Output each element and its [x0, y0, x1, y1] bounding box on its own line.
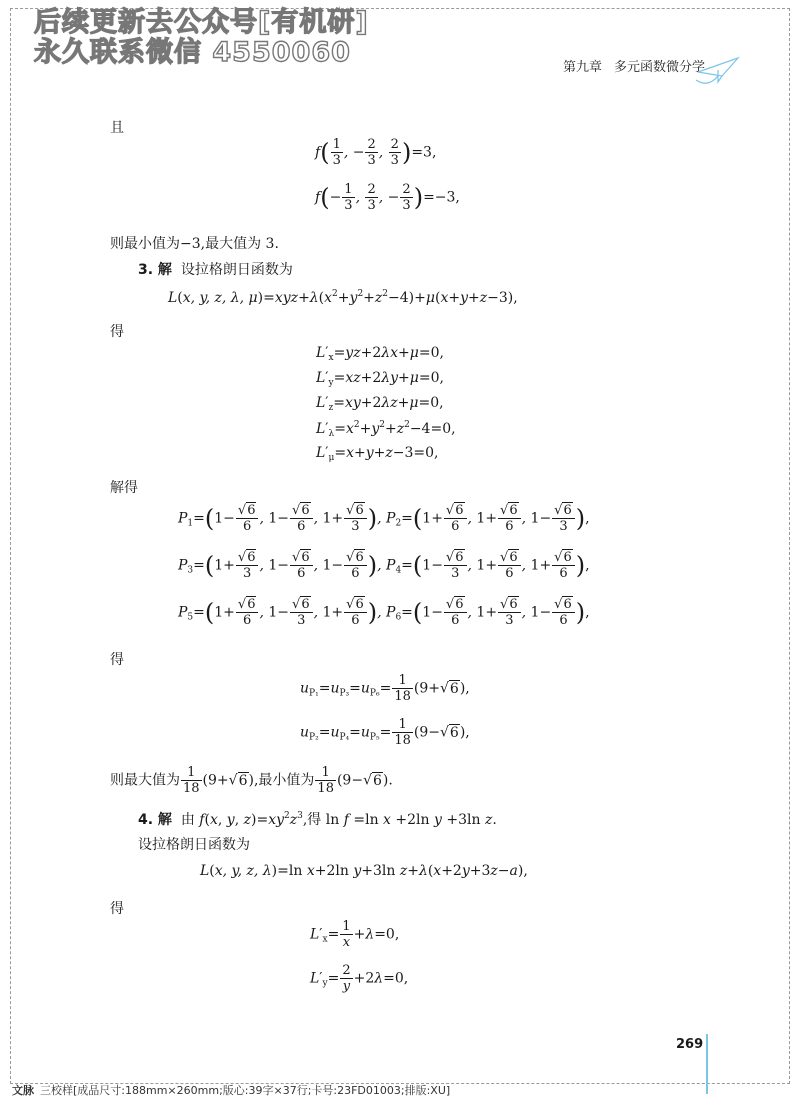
equation-Lx-4: $L'_x=$ $\frac{1}{x}$ +λ=0,: [310, 919, 400, 950]
equation-points-P1-P2: $P_1=(1-$ $\frac{√6}{6}$ , 1− $\frac{√6}{6}$ , 1+ $\frac{√6}{3}$ ), $P_2=(1+$ $\frac{√6}{6}$ , 1+ $\frac{√6}{6}$ , 1− $\frac{√6}{3}$ ),: [178, 503, 590, 534]
equation-Ly: $L'_y=xz+2\lambda y+\mu=0$,: [316, 370, 444, 388]
conclusion-2-part-b: ,最小值为: [253, 772, 315, 789]
equation-min-values: $u_{P_2}=u_{P_4}=u_{P_5}=$ $\frac{1}{18}$ (9−√6),: [300, 717, 470, 748]
equation-Ly-4: $L'_y=$ $\frac{2}{y}$ +2λ=0,: [310, 963, 409, 994]
chapter-number: 第九章: [563, 60, 603, 75]
paper-plane-icon: [688, 50, 748, 90]
equation-points-P5-P6: $P_5=(1+$ $\frac{√6}{6}$ , 1− $\frac{√6}{3}$ , 1+ $\frac{√6}{6}$ ), $P_6=(1-$ $\frac{√6}{6}$ , 1+ $\frac{√6}{3}$ , 1− $\frac{√6}{6}$ ),: [178, 597, 590, 628]
watermark: [34, 8, 369, 68]
equation-Lz: $L'_z=xy+2\lambda z+\mu=0$,: [316, 395, 444, 413]
step-4-text-b: ,得: [302, 812, 322, 828]
page-border: [10, 8, 790, 1084]
footer-info: 三校样[成品尺寸:188mm×260mm;版心:39字×37行;卡号:23FD01003;排版:XU]: [40, 1084, 451, 1097]
chapter-title: 多元函数微分学: [614, 60, 706, 75]
watermark-line-2: 永久联系微信 4550060: [34, 37, 351, 68]
step-4-heading: 4. 解 由 f(x, y, $z)=xy^2z^3$,得 ln f =ln x +2ln y +3ln z.: [138, 811, 497, 828]
equation-Lx: $L'_x=yz+2\lambda x+\mu=0$,: [316, 345, 444, 363]
text-qie: 且: [110, 120, 124, 136]
step-4-text-2: 设拉格朗日函数为: [138, 837, 250, 853]
step-4-number: 4. 解: [138, 812, 172, 828]
text-de-2: 得: [110, 652, 124, 668]
step-3-number: 3. 解: [138, 262, 172, 278]
equation-lagrangian-3: L(x, y, z, λ, $\mu)=xyz+\lambda(x^2+y^2+z^2-4)+\mu(x+y+z-3)$,: [168, 289, 518, 306]
text-jiede: 解得: [110, 480, 138, 496]
footer: [12, 1082, 450, 1098]
equation-Llambda: $L'_\lambda=x^2+y^2+z^2-4=0$,: [316, 420, 456, 439]
watermark-line-1: 后续更新去公众号[有机研]: [34, 7, 369, 38]
equation-max-values: $u_{P_1}=u_{P_3}=u_{P_6}=$ $\frac{1}{18}$ (9+√6),: [300, 673, 470, 704]
equation-lagrangian-4: L(x, y, z, λ)=ln x+2ln y+3ln z+λ(x+2y+3z−a),: [200, 863, 528, 879]
text-conclusion-2: 则最大值为 $\frac{1}{18}$ (9+√6),最小值为 $\frac{1}{18}$ (9−√6).: [110, 765, 393, 796]
equation-points-P3-P4: $P_3=(1+$ $\frac{√6}{3}$ , 1− $\frac{√6}{6}$ , 1− $\frac{√6}{6}$ ), $P_4=(1-$ $\frac{√6}{3}$ , 1+ $\frac{√6}{6}$ , 1+ $\frac{√6}{6}$ ),: [178, 550, 590, 581]
footer-brand: 文脉: [12, 1084, 34, 1097]
conclusion-2-part-a: 则最大值为: [110, 772, 180, 789]
page-number-rule: [706, 1034, 708, 1094]
text-conclusion-1: 则最小值为−3,最大值为 3.: [110, 236, 279, 252]
equation-f-value-1: f( $\frac{1}{3}$ , − $\frac{2}{3}$ , $\frac{2}{3}$ )=3,: [315, 137, 437, 168]
page-number: 269: [676, 1037, 704, 1052]
equation-Lmu: $L'_\mu=x+y+z-3=0$,: [316, 445, 439, 463]
step-3-text: 设拉格朗日函数为: [180, 262, 293, 278]
equation-f-value-2: f(− $\frac{1}{3}$ , $\frac{2}{3}$ , − $\frac{2}{3}$ )=−3,: [315, 182, 460, 213]
step-3-heading: [138, 259, 293, 279]
text-de-1: 得: [110, 324, 124, 340]
text-de-3: 得: [110, 901, 124, 917]
step-4-text-a: 由: [180, 812, 195, 828]
